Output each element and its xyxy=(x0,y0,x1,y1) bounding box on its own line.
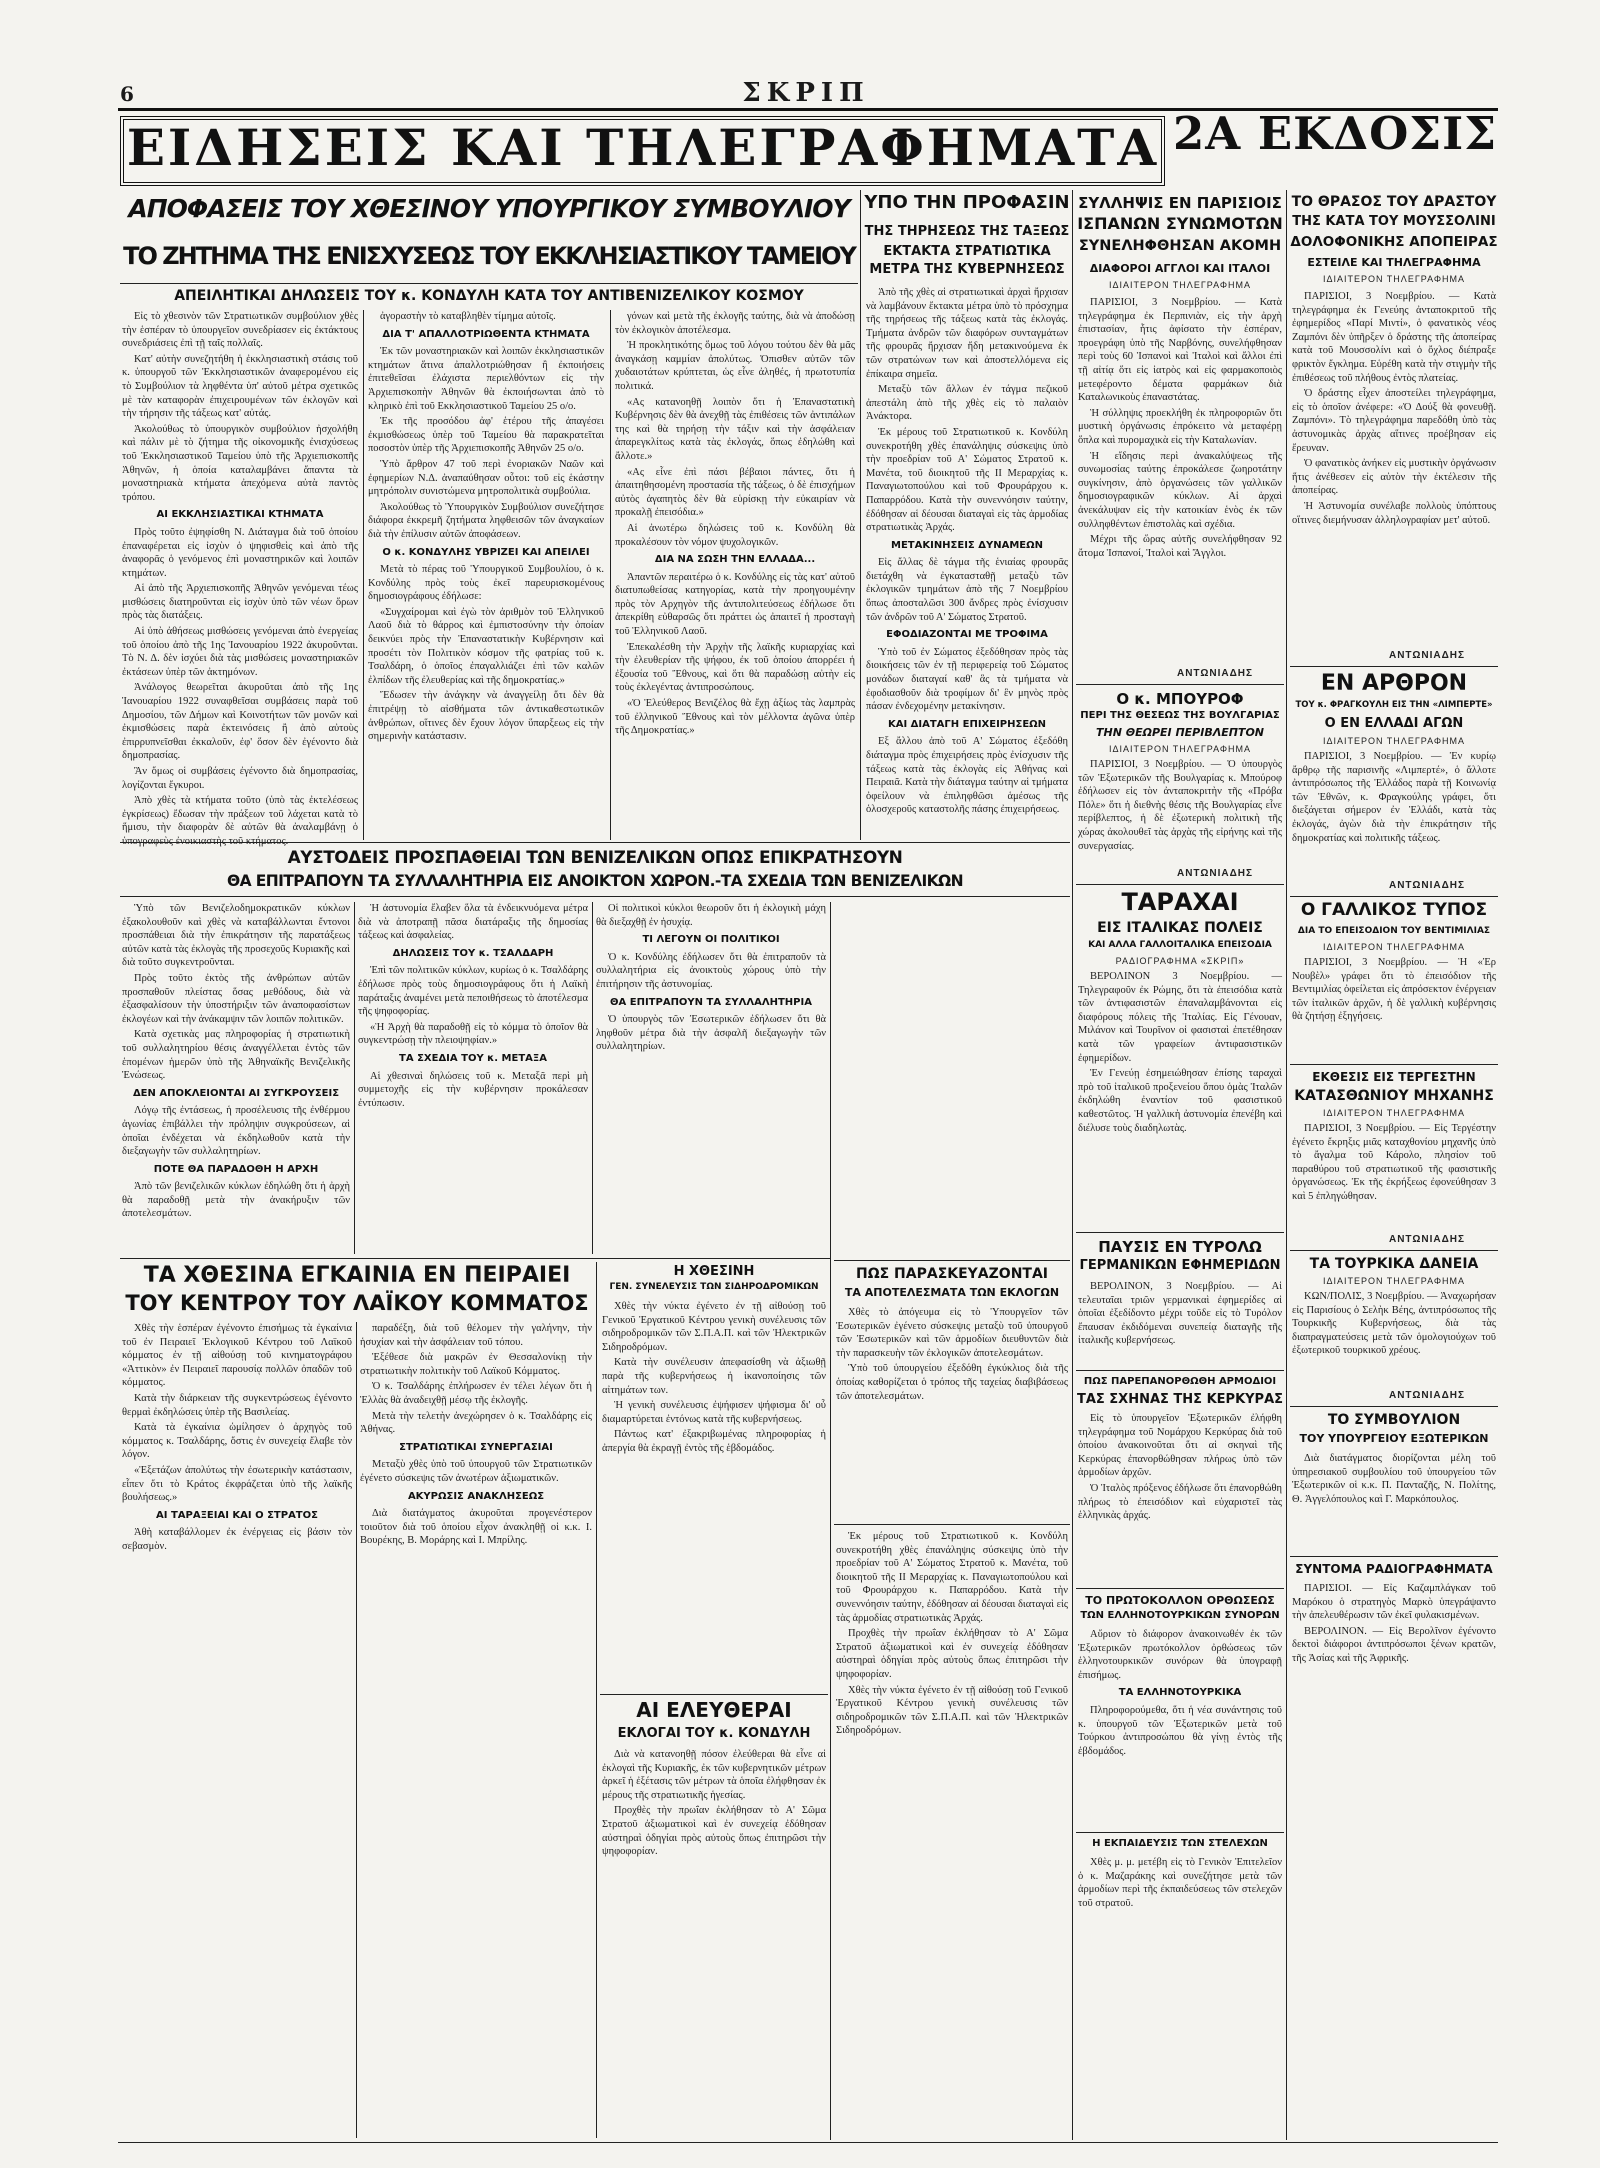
audacity-wire: ΙΔΙΑΙΤΕΡΟΝ ΤΗΛΕΓΡΑΦΗΜΑ xyxy=(1322,274,1466,284)
rule xyxy=(1290,1406,1498,1407)
free-headline-2: ΕΚΛΟΓΑΙ ΤΟΥ κ. ΚΟΝΔΥΛΗ xyxy=(617,1726,811,1741)
paragraph: Ἐξέθεσε διὰ μακρῶν ἐν Θεσσαλονίκῃ τὴν στρατιωτικὴν πολιτικὴν τοῦ Λαϊκοῦ Κόμματος. xyxy=(360,1352,592,1377)
protocol-headline-2: ΤΩΝ ΕΛΛΗΝΟΤΟΥΡΚΙΚΩΝ ΣΥΝΟΡΩΝ xyxy=(1080,1610,1280,1621)
paragraph: Ὑπὸ τοῦ ὑπουργείου ἐξεδόθη ἐγκύκλιος διὰ τῆς ὁποίας καθορίζεται ὁ τρόπος τῆς ταχείας διαβιβάσεως τῶν ἀποτελεσμάτων. xyxy=(836,1363,1068,1402)
rule xyxy=(834,1260,1070,1261)
paragraph: Μεταξὺ χθὲς ὑπὸ τοῦ ὑπουργοῦ τῶν Στρατιωτικῶν ἐγένετο σύσκεψις τῶν ἀνωτέρων ἀξιωματικῶν. xyxy=(360,1459,592,1484)
turkish-body xyxy=(1292,1290,1496,1386)
paragraph: ΠΑΡΙΣΙΟΙ. — Εἰς Καζαμπλάγκαν τοῦ Μαρόκου ὁ στρατηγὸς Μαρκὸ ὑπεγράψαντο τὴν ἀπελευθέρωσιν τῶν ἐκεῖ φυλακισμένων. xyxy=(1292,1583,1496,1622)
paragraph: Προχθὲς τὴν πρωΐαν ἐκλήθησαν τὸ Α' Σῶμα Στρατοῦ ἀξιωματικοὶ καὶ ἐν συνεχείᾳ ἐδόθησαν αὐστηραὶ ὁδηγίαι πρὸς αὐτοὺς ὅπως ἐπιτηρῶσι τὴν ψηφοφορίαν. xyxy=(602,1805,826,1858)
paragraph: Ἡ ἀστυνομία ἔλαβεν ὅλα τὰ ἐνδεικνυόμενα μέτρα διὰ νὰ ἀποτραπῇ πᾶσα διατάραξις τῆς δημοσίας τάξεως καὶ ἀσφαλείας. xyxy=(358,903,588,942)
paragraph: Πρὸς τοῦτο ἐκτὸς τῆς ἀνθρώπων αὐτῶν προσπαθοῦν πλείστας ὅσας μεθόδους, διὰ νὰ ἐξασφαλίσουν τὴν ὑποστήριξιν τῶν ἀναποφασίστων ἐκλογέων καὶ τὴν ἀνάκαμψιν τῶν λοιπῶν πολιτικῶν. xyxy=(122,972,350,1025)
railway-headline-2: ΓΕΝ. ΣΥΝΕΛΕΥΣΙΣ ΤΩΝ ΣΙΔΗΡΟΔΡΟΜΙΚΩΝ xyxy=(609,1282,819,1292)
elections-headline-2: ΤΑ ΑΠΟΤΕΛΕΣΜΑΤΑ ΤΩΝ ΕΚΛΟΓΩΝ xyxy=(844,1286,1060,1299)
paragraph: Χθὲς τὴν ἑσπέραν ἐγένοντο ἐπισήμως τὰ ἐγκαίνια τοῦ ἐν Πειραιεῖ Ἐκλογικοῦ Κέντρου τοῦ Λαϊκοῦ κόμματος ἐν τῇ αἰθούσῃ τοῦ κινηματογράφου «Ἀττικὸν» ἐν Πειραιεῖ παρουσίᾳ πολλῶν ὀπαδῶν τοῦ κόμματος. xyxy=(122,1323,352,1389)
venizelist-column-3 xyxy=(596,902,826,1254)
paragraph: Ἀπὸ τῆς χθὲς αἱ στρατιωτικαὶ ἀρχαὶ ἤρχισαν νὰ λαμβάνουν ἔκτακτα μέτρα ὑπὸ τὸ πρόσχημα τῆς τηρήσεως τῆς τάξεως κατὰ τὰς ἐκλογάς. Τμήματα ἀνδρῶν τῶν διαφόρων συνταγμάτων τῆς φρουρᾶς ἤρχισαν ἤδη μετακινούμενα ἐκ τῶν στρατώνων των καὶ ἀποστελλόμενα εἰς ἐπίκαιρα σημεῖα. xyxy=(866,287,1068,380)
piraeus-column-2 xyxy=(360,1322,592,2138)
subheading: ΘΑ ΕΠΙΤΡΑΠΟΥΝ ΤΑ ΣΥΛΛΑΛΗΤΗΡΙΑ xyxy=(610,996,812,1008)
paragraph: Ἀκολούθως τὸ Ὑπουργικὸν Συμβούλιον συνεζήτησε διάφορα ἐκκρεμῆ ζητήματα ληφθεισῶν τῶν ἀναγκαίων διὰ τὴν ἐπίλυσιν αὐτῶν ἀποφάσεων. xyxy=(368,501,604,540)
paragraph: Ὑπὸ ἄρθρον 47 τοῦ περὶ ἐνοριακῶν Ναῶν καὶ ἐφημερίων Ν.Δ. ἀναπαύθησαν οὗτοι: τοῦ εἰς ἑκάστην μητρόπολιν συνιστώμενα μητροπολιτικὰ συμβούλια. xyxy=(368,458,604,498)
venizelist-column-1 xyxy=(122,902,350,1254)
paragraph: Χθὲς τὴν νύκτα ἐγένετο ἐν τῇ αἰθούσῃ τοῦ Γενικοῦ Ἐργατικοῦ Κέντρου γενικὴ συνέλευσις τῶν σιδηροδρομικῶν τῶν Σ.Π.Α.Π. καὶ τῶν Ἠλεκτρικῶν Σιδηροδρόμων. xyxy=(836,1684,1068,1737)
rule xyxy=(1076,1832,1284,1833)
subheading: ΤΑ ΕΛΛΗΝΟΤΟΥΡΚΙΚΑ xyxy=(1118,1687,1242,1699)
advisor-headline-1: ΤΟ ΣΥΜΒΟΥΛΙΟΝ xyxy=(1327,1412,1461,1428)
subheading: ΤΙ ΛΕΓΟΥΝ ΟΙ ΠΟΛΙΤΙΚΟΙ xyxy=(642,934,780,946)
railway-body xyxy=(602,1300,826,1688)
paragraph: Ἡ προκλητικότης ὅμως τοῦ λόγου τούτου δὲν θὰ μᾶς ἀναγκάσῃ καμμίαν ἀπολύτως. Ὀπισθεν αὐτῶν τῶν χυδαιοτάτων κρύπτεται, ὡς εἶνε ἀληθές, ἡ πρωτοτυπία πολιτικά. xyxy=(615,340,855,392)
rule xyxy=(834,1524,1070,1525)
italy-headline-3: ΚΑΙ ΑΛΛΑ ΓΑΛΛΟΙΤΑΛΙΚΑ ΕΠΕΙΣΟΔΙΑ xyxy=(1088,940,1272,950)
paragraph: Διὰ διατάγματος ἀκυροῦται προγενέστερον τοιοῦτον διὰ τοῦ ὁποίου εἶχον ἀνακληθῇ οἱ κ.κ. Ι. Βουρέκης, Β. Μοράρης καὶ Ι. Μπρίλης. xyxy=(360,1508,592,1547)
pretext-body xyxy=(866,286,1068,840)
divider xyxy=(356,1322,357,2138)
paragraph: Ἀπαντῶν περαιτέρω ὁ κ. Κονδύλης εἰς τὰς κατ' αὐτοῦ διατυπωθείσας κατηγορίας, κατὰ τὴν προηγουμένην πρὸς τὸν Αρχηγὸν τῆς ἀντιπολιτεύσεως ἐδήλωσε ὅτι ἀπεκρίθη εὐθαρσῶς ὅτι πράττει ὡς ἀπαιτεῖ ἡ προσταγὴ τοῦ Ἑλληνικοῦ Λαοῦ. xyxy=(615,571,855,638)
paragraph: Ἂν ὅμως οἱ συμβάσεις ἐγένοντο διὰ δημοπρασίας, λογίζονται ἔγκυροι. xyxy=(122,766,358,791)
paragraph: Ἔδωσεν τὴν ἀνάγκην νὰ ἀναγγείλῃ ὅτι δὲν θὰ ἐπιτρέψῃ τὸ αἰσθήματα τῶν ἀντικαθεστωτικῶν ἀνθρώπων, οἵτινες δὲν ἔχουν λόγον ὕπαρξεως εἰς τὴν σημερινὴν κατάστασιν. xyxy=(368,690,604,743)
paragraph: Ἀπὸ χθὲς τὰ κτήματα τοῦτο (ὑπὸ τὰς ἐκτελέσεως ἐγκρίσεως) ἔδωσαν τὴν πράξεων τοῦ λάχεται κατὰ τὸ ἥμισυ, τὴν διαφορὰν δὲ αὐτῶν θὰ ἀναλαμβάνῃ ὁ xyxy=(122,795,358,834)
rule xyxy=(1290,1064,1498,1065)
radiograms-body xyxy=(1292,1582,1496,2138)
bulgaria-headline-1: Ο κ. ΜΠΟΥΡΟΦ xyxy=(1116,690,1244,708)
paragraph: Κατ' αὐτὴν συνεζητήθη ἡ ἐκκλησιαστικὴ στάσις τοῦ κ. ὑπουργοῦ τῶν Ἐκκλησιαστικῶν ἀναφερομένου εἰς τὸ Συμβούλιον τὰ ληφθέντα ὑπ' αὐτοῦ μέτρα σχετικῶς μὲ τὰν καταφορὰν ἐπιχειρουμένων τῶν ἐκλογῶν καὶ τὴν τήρησιν τῆς τάξεως κατ' αὐτάς. xyxy=(122,353,358,420)
rule xyxy=(120,896,1070,897)
germany-headline-1: ΠΑΥΣΙΣ ΕΝ ΤΥΡΟΛΩ xyxy=(1098,1238,1262,1256)
paragraph: Ἐκ τῆς προσόδου ἀφ' ἑτέρου τῆς ἀπαγέσει ἐκμισθώσεως ὑπὲρ τοῦ Ταμείου θὰ παρακρατεῖται ποσοστὸν ὑπὲρ τῆς Ἀρχιεπισκοπῆς Ἀθηνῶν 25 ο/ο. xyxy=(368,416,604,455)
paris-headline-2: ΙΣΠΑΝΩΝ ΣΥΝΩΜΟΤΩΝ xyxy=(1077,214,1283,233)
subheading: ΕΦΟΔΙΑΖΟΝΤΑΙ ΜΕ ΤΡΟΦΙΜΑ xyxy=(886,629,1048,641)
paris-signature: ΑΝΤΩΝΙΑΔΗΣ xyxy=(1176,668,1254,679)
paragraph: Ὁ Ἰταλὸς πρόξενος ἐδήλωσε ὅτι ἐπανορθώθη πλήρως τὸ ἐπεισόδιον καὶ εὐχαριστεῖ τὰς ἑλληνικὰς ἀρχάς. xyxy=(1078,1482,1282,1522)
paragraph: Κατὰ τὴν συνέλευσιν ἀπεφασίσθη νὰ ἀξιωθῇ παρὰ τῆς κυβερνήσεως ἡ ἱκανοποίησις τῶν αἰτημάτων των. xyxy=(602,1357,826,1396)
kerkyra-headline-2: ΤΑΣ ΣΧΗΝΑΣ ΤΗΣ ΚΕΡΚΥΡΑΣ xyxy=(1076,1392,1284,1407)
paragraph: Εἰς τὸ ὑπουργεῖον Ἐξωτερικῶν ἐλήφθη τηλεγράφημα τοῦ Νομάρχου Κερκύρας διὰ τοῦ ὁποίου ἀνακοινοῦται ὅτι αἱ σκηναὶ τῆς Κερκύρας ἐπανορθώθησαν πλήρως ὑπὸ τῶν ἁρμοδίων ἀρχῶν. xyxy=(1078,1413,1282,1479)
paragraph: «Ἐξετάζων ἀπολύτως τὴν ἐσωτερικὴν κατάστασιν, εἶπεν ὅτι τὸ Κράτος ἐκφράζεται ὑπὸ τῆς λαϊκῆς βουλήσεως.» xyxy=(122,1464,352,1504)
article-signature: ΑΝΤΩΝΙΑΔΗΣ xyxy=(1388,880,1466,891)
paris-wire: ΙΔΙΑΙΤΕΡΟΝ ΤΗΛΕΓΡΑΦΗΜΑ xyxy=(1108,280,1252,290)
paris-headline-1: ΣΥΛΛΗΨΙΣ ΕΝ ΠΑΡΙΣΙΟΙΣ xyxy=(1078,194,1282,212)
exhibition-wire: ΙΔΙΑΙΤΕΡΟΝ ΤΗΛΕΓΡΑΦΗΜΑ xyxy=(1322,1108,1466,1118)
paragraph: ΒΕΡΟΛΙΝΟΝ 3 Νοεμβρίου. — Τηλεγραφοῦν ἐκ Ρώμης, ὅτι τὰ ἐπεισόδια κατὰ τῶν ἀντιφασιστῶν ἐπαναλαμβάνονται εἰς διαφόρους πόλεις τῆς Ἰταλίας. Εἰς Γένουαν, Μιλάνον καὶ Τουρῖνον οἱ φασισταὶ ἐπετέθησαν κατὰ τῶν γραφείων ἀντιφασιστικῶν ἐφημερίδων. xyxy=(1078,971,1282,1064)
subheading: ΤΑ ΣΧΕΔΙΑ ΤΟΥ κ. ΜΕΤΑΞΑ xyxy=(399,1052,547,1064)
bulgaria-signature: ΑΝΤΩΝΙΑΔΗΣ xyxy=(1176,868,1254,879)
news-banner: ΕΙΔΗΣΕΙΣ ΚΑΙ ΤΗΛΕΓΡΑΦΗΜΑΤΑ xyxy=(126,118,1160,177)
rule xyxy=(120,1258,830,1259)
subheading: ΑΚΥΡΩΣΙΣ ΑΝΑΚΛΗΣΕΩΣ xyxy=(407,1490,545,1502)
turkish-signature: ΑΝΤΩΝΙΑΔΗΣ xyxy=(1388,1390,1466,1401)
paragraph: Κατὰ τὴν διάρκειαν τῆς συγκεντρώσεως ἐγένοντο θερμαὶ ἐκδηλώσεις ὑπὲρ τῆς Βασιλείας. xyxy=(122,1392,352,1418)
protocol-headline-1: ΤΟ ΠΡΩΤΟΚΟΛΛΟΝ ΟΡΘΩΣΕΩΣ xyxy=(1085,1594,1275,1607)
paragraph: ΒΕΡΟΛΙΝΟΝ. — Εἰς Βερολῖνον ἐγένοντο δεκτοὶ διάφοροι ἀντιπρόσωποι ξένων κρατῶν, τῆς Ἀσίας καὶ τῆς Ἀφρικῆς. xyxy=(1292,1625,1496,1664)
paragraph: Μετὰ τὴν τελετὴν ἀνεχώρησεν ὁ κ. Τσαλδάρης εἰς Ἀθήνας. xyxy=(360,1410,592,1436)
rule xyxy=(1290,666,1498,667)
paragraph: ΒΕΡΟΛΙΝΟΝ, 3 Νοεμβρίου. — Αἱ τελευταῖαι τριῶν γερμανικαὶ ἐφημερίδες αἱ ὁποῖαι ἐξεδίδοντο μέχρι τοῦδε εἰς τὸ Τυρόλον ἔπαυσαν ἐκδιδόμεναι συνεπείᾳ διαταγῆς τῆς ἰταλικῆς κυβερνήσεως. xyxy=(1078,1281,1282,1347)
french-wire: ΙΔΙΑΙΤΕΡΟΝ ΤΗΛΕΓΡΑΦΗΜΑ xyxy=(1322,942,1466,952)
page-number: 6 xyxy=(120,82,134,106)
paragraph: Ὑπὸ τῶν Βενιζελοδημοκρατικῶν κύκλων ἐξακολουθοῦν καὶ χθὲς νὰ καταβάλλωνται ἔντονοι προσπάθειαι διὰ τὴν ἐπικράτησιν τῆς παρατάξεως αὐτῶν κατὰ τὰς ἐκλογὰς τῆς προσεχοῦς Κυριακῆς καὶ διὰ τοῦτο συγκεντροῦνται. xyxy=(122,903,350,969)
pretext-headline-1: ΥΠΟ ΤΗΝ ΠΡΟΦΑΣΙΝ xyxy=(864,192,1070,213)
paragraph: Ὁ κ. Κονδύλης ἐδήλωσεν ὅτι θὰ ἐπιτραποῦν τὰ συλλαλητήρια εἰς ἀνοικτοὺς χώρους ὑπὸ τὴν ἐπιτήρησιν τῆς ἀστυνομίας. xyxy=(596,951,826,990)
paragraph: ΠΑΡΙΣΙΟΙ, 3 Νοεμβρίου. — Ὁ ὑπουργὸς τῶν Ἐξωτερικῶν τῆς Βουλγαρίας κ. Μπούροφ ἐδήλωσεν εἰς τὸν ἀνταποκριτὴν τῆς «Πρόβα Πόλε» ὅτι ἡ διεθνὴς θέσις τῆς Βουλγαρίας εἶνε περίβλεπτος, ἡ δὲ ἐξωτερικὴ πολιτικὴ τῆς χώρας ἀκολουθεῖ τὰς ἀρχὰς τῆς εἰρήνης καὶ τῆς συνεργασίας. xyxy=(1078,759,1282,852)
bulgaria-headline-3: ΤΗΝ ΘΕΩΡΕΙ ΠΕΡΙΒΛΕΠΤΟΝ xyxy=(1095,726,1264,739)
subheading: ΑΙ ΕΚΚΛΗΣΙΑΣΤΙΚΑΙ ΚΤΗΜΑΤΑ xyxy=(156,509,324,521)
radiograms-headline: ΣΥΝΤΟΜΑ ΡΑΔΙΟΓΡΑΦΗΜΑΤΑ xyxy=(1295,1562,1493,1576)
paragraph: Διὰ νὰ κατανοηθῇ πόσον ἐλεύθεραι θὰ εἶνε αἱ ἐκλογαὶ τῆς Κυριακῆς, ἐκ τῶν κυβερνητικῶν μέτρων ἀρκεῖ ἡ ἐξέτασις τῶν μέτρων τὰ ὁποῖα ἐλήφθησαν ἐκ μέρους τῆς στρατιωτικῆς ἡγεσίας. xyxy=(602,1749,826,1801)
free-body xyxy=(602,1748,826,2138)
paragraph: «Ἡ Ἀρχὴ θὰ παραδοθῇ εἰς τὸ κόμμα τὸ ὁποῖον θὰ συγκεντρώσῃ τὴν πλειοψηφίαν.» xyxy=(358,1021,588,1047)
kerkyra-headline-1: ΠΩΣ ΠΑΡΕΠΑΝΟΡΘΩΘΗ ΑΡΜΟΔΙΟΙ xyxy=(1083,1376,1277,1387)
subheading: ΣΤΡΑΤΙΩΤΙΚΑΙ ΣΥΝΕΡΓΑΣΙΑΙ xyxy=(399,1441,553,1453)
paragraph: Εἰς τὸ χθεσινὸν τῶν Στρατιωτικῶν συμβούλιον χθὲς τὴν ἑσπέραν τὸ ὑπουργεῖον συνεδρίασεν εἰς ἐκτάκτους συνεδριάσεις ἐπὶ τῇ ταῖς πολλαῖς. xyxy=(122,311,358,350)
advisor-body xyxy=(1292,1452,1496,1552)
kerkyra-body xyxy=(1078,1412,1282,1584)
paragraph: ΚΩΝ/ΠΟΛΙΣ, 3 Νοεμβρίου. — Ἀναχωρήσαν εἰς Παρισίους ὁ Σελὴκ Βέης, ἀντιπρόσωπος τῆς Τουρκικῆς Κυβερνήσεως, διὰ τὰς διαπραγματεύσεις μετὰ τῶν ὁμολογιούχων τοῦ ἐξωτερικοῦ τουρκικοῦ χρέους. xyxy=(1292,1291,1496,1357)
bulgaria-wire: ΙΔΙΑΙΤΕΡΟΝ ΤΗΛΕΓΡΑΦΗΜΑ xyxy=(1108,744,1252,754)
elections-body xyxy=(836,1306,1068,1520)
exhibition-headline-2: ΚΑΤΑΣΘΩΝΙΟΥ ΜΗΧΑΝΗΣ xyxy=(1294,1088,1494,1104)
divider xyxy=(592,902,593,1254)
free-headline-1: ΑΙ ΕΛΕΥΘΕΡΑΙ xyxy=(636,1698,792,1722)
rule xyxy=(120,283,858,284)
elections-headline-1: ΠΩΣ ΠΑΡΑΣΚΕΥΑΖΟΝΤΑΙ xyxy=(855,1266,1048,1282)
rule xyxy=(1076,1588,1284,1589)
paragraph: «Ας εἶνε ἐπὶ πάσι βέβαιοι πάντες, ὅτι ἡ ἀπαιτηθησομένη προστασία τῆς τάξεως, ὁ δὲ ἐπισχήμων αὐτὸς ἀγαπητὸς δὲν θὰ εὑρίσκῃ τὴν εὐκαιρίαν νὰ προκαλῇ ἐπεισόδια.» xyxy=(615,466,855,519)
divider xyxy=(354,902,355,1254)
paragraph: Εἰς ἄλλας δὲ τάγμα τῆς ἑνιαίας φρουρᾶς διετάχθη νὰ ἐγκατασταθῇ μεταξὺ τῶν ἐκλογικῶν τμημάτων ἀπὸ τῆς 7 Νοεμβρίου ὅπως ἀποσταλῶσι 300 ἄνδρες πρὸς ἐνίσχυσιν τῶν ἀνδρῶν τοῦ Α' Σώματος Στρατοῦ. xyxy=(866,557,1068,623)
paragraph: Αἱ ἀπὸ τῆς Ἀρχιεπισκοπῆς Ἀθηνῶν γενόμεναι τέως μισθώσεις διατηροῦνται εἰς ἰσχὺν ὑπὸ τῶν νέων ὅρων πρὸς τὰς διατάξεις. xyxy=(122,583,358,622)
paragraph: Χθὲς τὴν νύκτα ἐγένετο ἐν τῇ αἰθούσῃ τοῦ Γενικοῦ Ἐργατικοῦ Κέντρου γενικὴ συνέλευσις τῶν σιδηροδρομικῶν τῶν Σ.Π.Α.Π. καὶ τῶν Ἠλεκτρικῶν Σιδηροδρόμων. xyxy=(602,1301,826,1353)
rule xyxy=(1076,684,1284,685)
audacity-signature: ΑΝΤΩΝΙΑΔΗΣ xyxy=(1388,650,1466,661)
paragraph: Μέχρι τῆς ὥρας αὐτῆς συνελήφθησαν 92 ἄτομα Ἱσπανοί, Ἰταλοὶ καὶ Ἄγγλοι. xyxy=(1078,534,1282,559)
cabinet-headline-1: ΑΠΟΦΑΣΕΙΣ ΤΟΥ ΧΘΕΣΙΝΟΥ ΥΠΟΥΡΓΙΚΟΥ ΣΥΜΒΟΥΛΙΟΥ xyxy=(128,194,850,223)
paragraph: Ὁ δράστης εἶχεν ἀποστείλει τηλεγράφημα, εἰς τὸ ὁποῖον ἀνέφερε: «Ὁ Δούξ θὰ φονευθῇ. Ζαμπόνι». Τὸ τηλεγράφημα παρεδόθη ὑπὸ τὰς ἀστυνομικὰς ἀρχὰς αἵτινες προέβησαν εἰς ἔρευναν. xyxy=(1292,388,1496,454)
subheading: Ο κ. ΚΟΝΔΥΛΗΣ ΥΒΡΙΖΕΙ ΚΑΙ ΑΠΕΙΛΕΙ xyxy=(382,546,590,558)
pretext-headline-2: ΤΗΣ ΤΗΡΗΣΕΩΣ ΤΗΣ ΤΑΞΕΩΣ xyxy=(864,224,1070,239)
rule xyxy=(1076,884,1284,885)
subheading: ΜΕΤΑΚΙΝΗΣΕΙΣ ΔΥΝΑΜΕΩΝ xyxy=(891,539,1043,551)
turkish-headline: ΤΑ ΤΟΥΡΚΙΚΑ ΔΑΝΕΙΑ xyxy=(1309,1256,1479,1272)
paragraph: Ὁ κ. Τσαλδάρης ἐπλήρωσεν ἐν τέλει λέγων ὅτι ἡ Ἑλλὰς θὰ ἀναδειχθῇ μέσῳ τῆς ἐκλογῆς. xyxy=(360,1381,592,1406)
paragraph: Πάντως κατ' ἐξακριβωμένας πληροφορίας ἡ ἀπεργία θὰ ἐκραγῇ ἐντὸς τῆς ἑβδομάδος. xyxy=(602,1429,826,1454)
paragraph: Ἀθὴ καταβάλλομεν ἐκ ἐνέργειας εἰς βάσιν τὸν σεβασμὸν. xyxy=(122,1527,352,1552)
edition-banner: 2Α ΕΚΔΟΣΙΣ xyxy=(1172,107,1498,160)
article-body xyxy=(1292,750,1496,878)
paragraph: παραδέξη, διὰ τοῦ θέλομεν τὴν γαλήνην, τὴν ἡσυχίαν καὶ τὴν ἀσφάλειαν τοῦ τόπου. xyxy=(360,1323,592,1348)
paragraph: ΠΑΡΙΣΙΟΙ, 3 Νοεμβρίου. — Κατὰ τηλεγράφημα ἐκ Περπινιὰν, εἰς τὴν ἀρχὴ ἐπιστασίαν, ἧτις ἀφίσατο τὴν ἑσπέραν, προεγράφη ὑπὸ τῆς Ναρβόνης, συνελήφθησαν περὶ τοὺς 60 Ἱσπανοὶ καὶ Ἰταλοὶ καὶ ἄλλοι ἐπὶ τῇ αἰτίᾳ ὅτι εἰς ἰατρὸς καὶ εἰς φαρμακοποιὸς μετεφέροντο δέματα φαρμάκων διὰ Καταλωνικοὺς ἐπαναστάτας. xyxy=(1078,297,1282,404)
paragraph: Χθὲς τὸ ἀπόγευμα εἰς τὸ Ὑπουργεῖον τῶν Ἐσωτερικῶν ἐγένετο σύσκεψις μεταξὺ τοῦ ὑπουργοῦ τῶν Ἐσωτερικῶν καὶ τῶν ἁρμοδίων διευθυντῶν διὰ τὴν παρασκευὴν τῶν ἐκλογικῶν ἀποτελεσμάτων. xyxy=(836,1307,1068,1359)
paragraph: Μετὰ τὸ πέρας τοῦ Ὑπουργικοῦ Συμβουλίου, ὁ κ. Κονδύλης πρὸς τοὺς ἐκεῖ παρευρισκομένους δημοσιογράφους ἐδήλωσε: xyxy=(368,564,604,603)
italy-headline-1: ΤΑΡΑΧΑΙ xyxy=(1121,888,1239,916)
cabinet-headline-2: ΤΟ ΖΗΤΗΜΑ ΤΗΣ ΕΝΙΣΧΥΣΕΩΣ ΤΟΥ ΕΚΚΛΗΣΙΑΣΤΙΚΟΥ ΤΑΜΕΙΟΥ xyxy=(123,242,855,270)
italy-wire: ΡΑΔΙΟΓΡΑΦΗΜΑ «ΣΚΡΙΠ» xyxy=(1115,956,1245,966)
paragraph: Προχθὲς τὴν πρωΐαν ἐκλήθησαν τὸ Α' Σῶμα Στρατοῦ ἀξιωματικοὶ καὶ ἐν συνεχείᾳ ἐδόθησαν αὐστηραὶ ὁδηγίαι πρὸς αὐτοὺς ὅπως ἐπιτηρῶσι τὴν ψηφοφορίαν. xyxy=(836,1628,1068,1680)
paragraph: Κατὰ σχετικὰς μας πληροφορίας ἡ στρατιωτικὴ τοῦ συλλαλητηρίου θέσις ἀναγγέλλεται ἐντὸς τῶν ἑπομένων ἡμερῶν ὑπὸ τῆς Ἀθηναϊκῆς Βενιζελικῆς Ἐνώσεως. xyxy=(122,1029,350,1082)
piraeus-headline-1: ΤΑ ΧΘΕΣΙΝΑ ΕΓΚΑΙΝΙΑ ΕΝ ΠΕΙΡΑΙΕΙ xyxy=(143,1263,571,1288)
venizelist-column-2 xyxy=(358,902,588,1254)
french-headline-2: ΔΙΑ ΤΟ ΕΠΕΙΣΟΔΙΟΝ ΤΟΥ ΒΕΝΤΙΜΙΛΙΑΣ xyxy=(1297,926,1491,936)
piraeus-headline-2: ΤΟΥ ΚΕΝΤΡΟΥ ΤΟΥ ΛΑΪΚΟΥ ΚΟΜΜΑΤΟΣ xyxy=(125,1291,589,1315)
paragraph: Ἡ σύλληψις προεκλήθη ἐκ πληροφοριῶν ὅτι μυστικὴ ὀργάνωσις ἐπρόκειτο νὰ μεταφέρῃ ὅπλα καὶ πυρομαχικὰ εἰς τὴν Καταλωνίαν. xyxy=(1078,407,1282,446)
paragraph: ΠΑΡΙΣΙΟΙ, 3 Νοεμβρίου. — Ἐν κυρίῳ ἄρθρῳ τῆς παρισινῆς «Λιμπερτέ», ὁ ἄλλοτε ἀντιπρόσωπος τῆς Ἑλλάδος παρὰ τῇ Κοινωνίᾳ τῶν Ἐθνῶν, κ. Φραγκούλης γράφει, ὅτι διεξάγεται σήμερον ἐν Ἑλλάδι, κατὰ τὰς ἐκλογάς, ἀγὼν διὰ τὴν ἐπικράτησιν τῆς δημοκρατίας καὶ πολιτικῆς τάξεως. xyxy=(1292,751,1496,844)
venizelist-headline-1: ΑΥΣΤΟΔΕΙΣ ΠΡΟΣΠΑΘΕΙΑΙ ΤΩΝ ΒΕΝΙΖΕΛΙΚΩΝ ΟΠΩΣ ΕΠΙΚΡΑΤΗΣΟΥΝ xyxy=(287,848,903,868)
pretext-headline-4: ΜΕΤΡΑ ΤΗΣ ΚΥΒΕΡΝΗΣΕΩΣ xyxy=(869,262,1065,277)
paragraph: γόνων καὶ μετὰ τῆς ἐκλογῆς ταύτης, διὰ νὰ ἀποδώσῃ τὸν ἐκλογικὸν ἀποτέλεσμα. xyxy=(615,311,855,336)
audacity-headline-3: ΔΟΛΟΦΟΝΙΚΗΣ ΑΠΟΠΕΙΡΑΣ xyxy=(1290,234,1498,250)
paragraph: Κατὰ τὰ ἐγκαίνια ὡμίλησεν ὁ ἀρχηγὸς τοῦ κόμματος κ. Τσαλδάρης, ὅστις ἐν συνεχείᾳ ἔλαβε τὸν λόγον. xyxy=(122,1422,352,1461)
paragraph: Ἡ Ἀστυνομία συνέλαβε πολλοὺς ὑπόπτους οἵτινες διεμήνυσαν ἀλληλογραφίαν μετ' αὐτοῦ. xyxy=(1292,500,1496,526)
paragraph: Ἀκολούθως τὸ ὑπουργικὸν συμβούλιον ἠσχολήθη καὶ πάλιν μὲ τὸ ζήτημα τῆς οἰκονομικῆς ἐνισχύσεως τοῦ Ἐκκλησιαστικοῦ Ταμείου ὑπὸ τῆς Ἀρχιεπισκοπῆς Ἀθηνῶν, ἡ ὁποία καταλαμβάνει ἅπαντα τὰ μοναστηριακὰ κτήματα ἀπεχόμενα αὐτὰ παντὸς τρόπου. xyxy=(122,423,358,503)
paragraph: ΠΑΡΙΣΙΟΙ, 3 Νοεμβρίου. — Ἡ «Ἐρ Νουβὲλ» γράφει ὅτι τὸ ἐπεισόδιον τῆς Βεντιμιλίας ὀφείλεται εἰς ἀπρόσεκτον ἐνέργειαν τῶν ἰταλικῶν ἀρχῶν, ἡ δὲ γαλλικὴ κυβέρνησις θὰ ζητήσῃ ἐξηγήσεις. xyxy=(1292,957,1496,1023)
divider xyxy=(1286,190,1287,2140)
officers-body xyxy=(1078,1856,1282,2136)
article-wire: ΙΔΙΑΙΤΕΡΟΝ ΤΗΛΕΓΡΑΦΗΜΑ xyxy=(1322,736,1466,746)
paragraph: Χθὲς μ. μ. μετέβη εἰς τὸ Γενικὸν Ἐπιτελεῖον ὁ κ. Μαζαράκης καὶ συνεζήτησε μετὰ τῶν ἁρμοδίων περὶ τῆς ἐκπαιδεύσεως τῶν στελεχῶν τοῦ στρατοῦ. xyxy=(1078,1857,1282,1909)
paragraph: ἀγοραστὴν τὸ καταβληθὲν τίμημα αὐτοῖς. xyxy=(380,311,556,322)
paragraph: Ἐκ μέρους τοῦ Στρατιωτικοῦ κ. Κονδύλη συνεκροτήθη χθὲς ἐπανάληψις σύσκεψις ὑπὸ τὴν προεδρίαν τοῦ Α' Σώματος Στρατοῦ κ. Μανέτα, τοῦ διοικητοῦ τῆς ΙΙ Μεραρχίας κ. Παναγιωτοπούλου καὶ τοῦ Φρουράρχου κ. Παπαρρόδου. Κατὰ τὴν συνεννόησιν ταύτην, ἐδόθησαν αἱ δέουσαι διαταγαὶ εἰς τὰς ἁρμοδίας στρατιωτικὰς Ἀρχάς. xyxy=(836,1531,1068,1624)
subheading: ΠΟΤΕ ΘΑ ΠΑΡΑΔΟΘΗ Η ΑΡΧΗ xyxy=(153,1163,319,1175)
paragraph: ΠΑΡΙΣΙΟΙ, 3 Νοεμβρίου. — Εἰς Τεργέστην ἐγένετο ἔκρηξις μιᾶς καταχθονίου μηχανῆς ὑπὸ τὸ ἄγαλμα τοῦ Κάρολο, πλησίον τοῦ παραθύρου τοῦ στρατιωτικοῦ τῆς φασιστικῆς ὀργανώσεως. Ἐκ τῆς ἐκρήξεως ἐφονεύθησαν 3 καὶ 5 ἐπληγώθησαν. xyxy=(1292,1123,1496,1202)
paragraph: Ἀνάλογος θεωρεῖται ἀκυροῦται ἀπὸ τῆς 1ης Ἰανουαρίου 1922 συναφθεῖσαι συμβάσεις παρὰ τοῦ Δημοσίου, τῶν Δήμων καὶ Κοινοτήτων τῶν μονῶν καὶ ἐκμισθώσεις παρὰ ἐκτεινόσεις ἢ ἀπὸ αὐτοὺς ἐπιρρυπνεῖσθαι ἐκκαλοῦν, ἐφ' ὅσον δὲν ἐγένοντο διὰ δημοπρασίας. xyxy=(122,682,358,762)
article-headline-3: Ο ΕΝ ΕΛΛΑΔΙ ΑΓΩΝ xyxy=(1324,716,1464,731)
paragraph: Αἱ χθεσιναὶ δηλώσεις τοῦ κ. Μεταξᾶ περὶ μὴ συμμετοχῆς εἰς τὴν κυβέρνησιν προκάλεσαν ἐντύπωσιν. xyxy=(358,1070,588,1109)
pretext-headline-3: ΕΚΤΑΚΤΑ ΣΤΡΑΤΙΩΤΙΚΑ xyxy=(883,244,1051,259)
protocol-body xyxy=(1078,1628,1282,1828)
bottom-rule xyxy=(118,2142,1498,2143)
paragraph: «Ὁ Ἐλεύθερος Βενιζέλος θὰ ἔχῃ ἀξίως τὰς λαμπρὰς τοῦ ἐλληνικοῦ Ἔθνους καὶ τὸν μέλλοντα ἀγῶνα ὑπὲρ τῆς Δημοκρατίας.» xyxy=(615,698,855,737)
paragraph: Αἱ ἀνωτέρω δηλώσεις τοῦ κ. Κονδύλη θὰ προκαλέσουν τὸν νόμον ψυχολογικῶν. xyxy=(615,522,855,548)
paragraph: Οἱ πολιτικοὶ κύκλοι θεωροῦν ὅτι ἡ ἐκλογικὴ μάχη θὰ διεξαχθῇ ἐν ἡσυχίᾳ. xyxy=(596,903,826,928)
article-headline-2: ΤΟΥ κ. ΦΡΑΓΚΟΥΛΗ ΕΙΣ ΤΗΝ «ΛΙΜΠΕΡΤΕ» xyxy=(1295,700,1493,710)
divider xyxy=(860,190,861,840)
article-headline-1: ΕΝ ΑΡΘΡΟΝ xyxy=(1320,671,1468,696)
paragraph: Ὑπὸ τοῦ ἐν Σώματος ἐξεδόθησαν πρὸς τὰς διοικήσεις τῶν ἐν τῇ περιφερείᾳ τοῦ Σώματος μονάδων διαταγαί καθ' ἃς τὰ τμήματα νὰ ἐφοδιασθοῦν διὰ τροφίμων δι' ἓν μηνὸς πρὸς πάσαν ἐνδεχομένην μετακίνησιν. xyxy=(866,646,1068,713)
rule xyxy=(1290,1556,1498,1557)
turkish-wire: ΙΔΙΑΙΤΕΡΟΝ ΤΗΛΕΓΡΑΦΗΜΑ xyxy=(1322,1276,1466,1286)
subheading: ΔΙΑ Τ' ΑΠΑΛΛΟΤΡΙΩΘΕΝΤΑ ΚΤΗΜΑΤΑ xyxy=(382,328,590,340)
italy-headline-2: ΕΙΣ ΙΤΑΛΙΚΑΣ ΠΟΛΕΙΣ xyxy=(1097,920,1263,936)
paris-body xyxy=(1078,296,1282,666)
paragraph: Ἐπεκαλέσθη τὴν Ἀρχὴν τῆς λαϊκῆς κυριαρχίας καὶ τὴν ἐλευθερίαν τῆς ψήφου, ἐκ τοῦ ὁποίου ἀπορρέει ἡ ἐξουσία τοῦ Ἔθνους, καὶ ὅτι θὰ παραδώσῃ αὐτὴν εἰς τοὺς ἐκλεγέντας ἀντιπροσώπους. xyxy=(615,641,855,694)
paragraph: Ἐπὶ τῶν πολιτικῶν κύκλων, κυρίως ὁ κ. Τσαλδάρης ἐδήλωσε πρὸς τοὺς δημοσιογράφους ὅτι ἡ Λαϊκὴ παράταξις ἀναμένει μετὰ πεποιθήσεως τὸ ἀποτέλεσμα τῆς ψηφοφορίας. xyxy=(358,965,588,1018)
divider xyxy=(610,310,611,840)
paragraph: Λόγῳ τῆς ἐντάσεως, ἡ προσέλευσις τῆς ἐνθέρμου ἀγωνίας ἐπιβάλλει τὴν πρόληψιν συγκρούσεων, αἱ ὁποῖαι ἐνδέχεται νὰ ἐκδηλωθοῦν κατὰ τὴν διεξαγωγὴν τῶν συλλαλητηρίων. xyxy=(122,1105,350,1158)
subheading: ΔΗΛΩΣΕΙΣ ΤΟΥ κ. ΤΣΑΛΔΑΡΗ xyxy=(392,947,554,959)
italy-body xyxy=(1078,970,1282,1228)
rule xyxy=(600,1694,828,1695)
subheading: ΑΙ ΤΑΡΑΞΕΙΑΙ ΚΑΙ Ο ΣΤΡΑΤΟΣ xyxy=(156,1509,318,1521)
paris-headline-3: ΣΥΝΕΛΗΦΘΗΣΑΝ ΑΚΟΜΗ xyxy=(1078,238,1282,254)
paragraph: Αἱ ὑπὸ ἀθήσεως μισθώσεις γενόμεναι ἀπὸ ἐνεργείας τοῦ ὁποίου ἀπὸ τῆς 1ης Ἰανουαρίου 1922 ἀκυροῦνται. Τὸ Ν. Δ. δὲν ἰσχύει διὰ τὰς μισθώσεις μοναστηριακῶν ἐκτάσεων ὑπὲρ τῶν ἀκτημόνων. xyxy=(122,626,358,678)
exhibition-signature: ΑΝΤΩΝΙΑΔΗΣ xyxy=(1388,1234,1466,1245)
audacity-body xyxy=(1292,290,1496,646)
divider xyxy=(1072,190,1073,2140)
cabinet-column-1 xyxy=(122,310,358,840)
french-body xyxy=(1292,956,1496,1060)
rule xyxy=(1076,1232,1284,1233)
paragraph: Ἀπὸ τῶν βενιζελικῶν κύκλων ἐδηλώθη ὅτι ἡ ἀρχὴ θὰ παραδοθῇ μετὰ τὴν ἀνακήρυξιν τῶν ἀποτελεσμάτων. xyxy=(122,1181,350,1220)
paragraph: Πληροφορούμεθα, ὅτι ἡ νέα συνάντησις τοῦ κ. ὑπουργοῦ τῶν Ἐξωτερικῶν μετὰ τοῦ Τούρκου ἀντιπροσώπου θὰ γίνῃ ἐντὸς τῆς ἑβδομάδος. xyxy=(1078,1704,1282,1757)
audacity-headline-2: ΤΗΣ ΚΑΤΑ ΤΟΥ ΜΟΥΣΣΟΛΙΝΙ xyxy=(1292,214,1496,229)
paragraph: Ἐκ τῶν μοναστηριακῶν καὶ λοιπῶν ἐκκλησιαστικῶν κτημάτων ἅτινα ἀπαλλοτριώθησαν ἢ ἐκποιήσεις ἐπιτεθεῖσαι ἐλάχιστα περιελθόντων εἰς τὴν Ἀρχιεπισκοπὴν Ἀθηνῶν θὰ ἐκποιήσωνται ἀπὸ τὸ κληρικὸ ἐπὶ τοῦ Εκκλησιαστικοῦ Ταμείου 25 ο/ο. xyxy=(368,346,604,412)
bulgaria-body xyxy=(1078,758,1282,868)
elections-continuation xyxy=(836,1530,1068,2138)
subheading: ΚΑΙ ΔΙΑΤΑΓΗ ΕΠΙΧΕΙΡΗΣΕΩΝ xyxy=(887,718,1047,730)
piraeus-column-1 xyxy=(122,1322,352,2138)
cabinet-column-3 xyxy=(615,310,855,840)
venizelist-headline-2: ΘΑ ΕΠΙΤΡΑΠΟΥΝ ΤΑ ΣΥΛΛΑΛΗΤΗΡΙΑ ΕΙΣ ΑΝΟΙΚΤΟΝ ΧΩΡΟΝ.-ΤΑ ΣΧΕΔΙΑ ΤΩΝ ΒΕΝΙΖΕΛΙΚΩΝ xyxy=(227,872,963,890)
railway-headline-1: Η ΧΘΕΣΙΝΗ xyxy=(673,1264,755,1279)
germany-headline-2: ΓΕΡΜΑΝΙΚΩΝ ΕΦΗΜΕΡΙΔΩΝ xyxy=(1079,1258,1281,1273)
paragraph: Ἐν Γενεύῃ ἐσημειώθησαν ἐπίσης ταραχαὶ πρὸ τοῦ ἰταλικοῦ προξενείου ὅπου ὁμὰς Ἰταλῶν ἐκδηλώθη ἐναντίον τοῦ φασιστικοῦ καθεστῶτος. Ἡ γαλλικὴ ἀστυνομία ἐπενέβη καὶ διέλυσε τοὺς διαδηλωτὰς. xyxy=(1078,1068,1282,1134)
rule xyxy=(1076,1370,1284,1371)
divider xyxy=(363,310,364,840)
paragraph: «Συγχαίρομαι καὶ ἐγὼ τὸν ἀριθμὸν τοῦ Ἑλληνικοῦ Λαοῦ διὰ τὸ θάρρος καὶ ἐμπιστοσύνην τὴν ὁποίαν δεικνύει πρὸς τὴν Ἐπαναστατικὴν Κυβέρνησιν καὶ προσέτι τὸν Πολιτικὸν κόσμον τῆς φατρίας τοῦ κ. Τσαλδάρη, ὁ ὁποῖος ἐπαγαλλιάζει ἐπὶ τῶν καλῶν ἐλπίδων τῆς ἐλευθερίας καὶ τῆς δημοκρατίας.» xyxy=(368,606,604,686)
paragraph: «Ας κατανοηθῇ λοιπὸν ὅτι ἡ Ἐπαναστατικὴ Κυβέρνησις δὲν θὰ ἀνεχθῇ τὰς ἐπιθέσεις τῶν ἀντιπάλων της καὶ θὰ τηρήσῃ τὴν τάξιν καὶ τὴν ἀσφάλειαν ἀπαρεγκλίτως κατὰ τὰς ἐκλογάς, ὅπως ἐδηλώθη καὶ ἄλλοτε.» xyxy=(615,396,855,462)
paragraph: Διὰ διατάγματος διορίζονται μέλη τοῦ ὑπηρεσιακοῦ συμβουλίου τοῦ ὑπουργείου τῶν Ἐξωτερικῶν οἱ κ.κ. Π. Πανταζῆς, Ν. Πολίτης, Θ. Ἀγγελόπουλος καὶ Γ. Μαρκόπουλος. xyxy=(1292,1453,1496,1505)
paris-headline-4: ΔΙΑΦΟΡΟΙ ΑΓΓΛΟΙ ΚΑΙ ΙΤΑΛΟΙ xyxy=(1089,262,1271,275)
subheading: ΔΙΑ ΝΑ ΣΩΣΗ ΤΗΝ ΕΛΛΑΔΑ... xyxy=(654,554,816,566)
rule xyxy=(120,842,1070,843)
bulgaria-headline-2: ΠΕΡΙ ΤΗΣ ΘΕΣΕΩΣ ΤΗΣ ΒΟΥΛΓΑΡΙΑΣ xyxy=(1080,710,1280,721)
audacity-headline-1: ΤΟ ΘΡΑΣΟΣ ΤΟΥ ΔΡΑΣΤΟΥ xyxy=(1291,194,1497,210)
cabinet-column-2 xyxy=(368,310,604,840)
paragraph: ΠΑΡΙΣΙΟΙ, 3 Νοεμβρίου. — Κατὰ τηλεγράφημα ἐκ Γενεύης ἀνταποκριτοῦ τῆς ἐφημερίδος «Παρί Μιντί», ὁ φανατικὸς νέος Ζαμπόνι δὲν ὑπῆρξεν ὁ δράστης τῆς ἀποπείρας κατὰ τοῦ Μουσσολίνι καὶ ὁ ὄχλος διέπραξε φρικτὸν ἔγκλημα. Εὑρέθη κατὰ τὴν στιγμὴν τῆς ἐπιθέσεως τοῦ πλήθους ἐντὸς πλατείας. xyxy=(1292,291,1496,384)
exhibition-body xyxy=(1292,1122,1496,1232)
paragraph: Μεταξὺ τῶν ἄλλων ἐν τάγμα πεζικοῦ ἀπεστάλη ἀπὸ τῆς χθὲς εἰς τὸ παλαιὸν Ἀνάκτορα. xyxy=(866,384,1068,423)
paragraph: Ἡ γενικὴ συνέλευσις ἐψήφισεν ψήφισμα δι' οὗ διαμαρτύρεται ἐντόνως κατὰ τῆς κυβερνήσεως. xyxy=(602,1400,826,1425)
french-headline-1: Ο ΓΑΛΛΙΚΟΣ ΤΥΠΟΣ xyxy=(1300,900,1488,920)
divider xyxy=(830,902,831,2140)
advisor-headline-2: ΤΟΥ ΥΠΟΥΡΓΕΙΟΥ ΕΞΩΤΕΡΙΚΩΝ xyxy=(1299,1432,1489,1445)
audacity-headline-4: ΕΣΤΕΙΛΕ ΚΑΙ ΤΗΛΕΓΡΑΦΗΜΑ xyxy=(1307,256,1481,269)
paragraph: Ὁ φανατικὸς ἀνήκεν εἰς μυστικὴν ὀργάνωσιν ἥτις ἀνέθεσεν εἰς αὐτὸν τὴν ἐκτέλεσιν τῆς ἀποπείρας. xyxy=(1292,458,1496,497)
rule xyxy=(1290,1250,1498,1251)
paragraph: Εξ ἄλλου ἀπὸ τοῦ Α' Σώματος ἐξεδόθη διάταγμα πρὸς ἐπιχειρήσεις πρὸς ἐνίσχυσιν τῆς τάξεως κατὰ τὰς ἐκλογὰς εἰς Ἀθήνας καὶ Πειραιᾶ. Κατὰ τὴν διάταγμα ταύτην αἱ τμήματα ὀφείλουν νὰ ἐπιληφθῶσι ἁμέσως τῆς ὁλοσχεροῦς καταστολῆς πάσης ἐπιχειρήσεως. xyxy=(866,736,1068,816)
subheading: ΔΕΝ ΑΠΟΚΛΕΙΟΝΤΑΙ ΑΙ ΣΥΓΚΡΟΥΣΕΙΣ xyxy=(132,1087,340,1099)
cabinet-headline-3: ΑΠΕΙΛΗΤΙΚΑΙ ΔΗΛΩΣΕΙΣ ΤΟΥ κ. ΚΟΝΔΥΛΗ ΚΑΤΑ ΤΟΥ ΑΝΤΙΒΕΝΙΖΕΛΙΚΟΥ ΚΟΣΜΟΥ xyxy=(174,288,804,304)
paragraph: Ἡ εἴδησις περὶ ἀνακαλύψεως τῆς συνωμοσίας ταύτης ἐπροκάλεσε ζωηροτάτην συγκίνησιν, ἀπὸ ὀργανώσεις τῶν γαλλικῶν δημοσιογραφικῶν κύκλων. Αἱ ἀρχαὶ ἀνεκάλυψαν εἰς τὴν κατοικίαν ἑνὸς ἐκ τῶν συλληφθέντων ἐπιστολὰς καὶ σχέδια. xyxy=(1078,450,1282,530)
paper-name: ΣΚΡΙΠ xyxy=(742,78,870,108)
paragraph: Πρὸς τοῦτο ἐψηφίσθη Ν. Διάταγμα διὰ τοῦ ὁποίου ἐπαναφέρεται εἰς ἰσχὺν ὁ ψηφισθεὶς καὶ ἀπὸ τῆς ἀναφορᾶς ὁ γενόμενος ἐπὶ μοναστηρικῶν καὶ λοιπῶν κτημάτων. xyxy=(122,526,358,579)
rule xyxy=(1290,896,1498,897)
germany-body xyxy=(1078,1280,1282,1366)
paragraph: Ὁ ὑπουργὸς τῶν Ἐσωτερικῶν ἐδήλωσεν ὅτι θὰ ληφθοῦν μέτρα διὰ τὴν ἀσφαλῆ διεξαγωγὴν τῶν συλλαλητηρίων. xyxy=(596,1014,826,1053)
exhibition-headline-1: ΕΚΘΕΣΙΣ ΕΙΣ ΤΕΡΓΕΣΤΗΝ xyxy=(1312,1070,1476,1084)
divider xyxy=(596,1262,597,2138)
officers-headline: Η ΕΚΠΑΙΔΕΥΣΙΣ ΤΩΝ ΣΤΕΛΕΧΩΝ xyxy=(1092,1838,1268,1849)
paragraph: Ἐκ μέρους τοῦ Στρατιωτικοῦ κ. Κονδύλη συνεκροτήθη χθὲς ἐπανάληψις σύσκεψις ὑπὸ τὴν προεδρίαν τοῦ Α' Σώματος Στρατοῦ κ. Μανέτα, τοῦ διοικητοῦ τῆς ΙΙ Μεραρχίας κ. Παναγιωτοπούλου καὶ τοῦ Φρουράρχου κ. Παπαρρόδου. Κατὰ τὴν συνεννόησιν ταύτην, ἐδόθησαν αἱ δέουσαι διαταγαὶ εἰς τὰς ἁρμοδίας στρατιωτικὰς Ἀρχάς. xyxy=(866,426,1068,534)
paragraph: Αὔριον τὸ διάφορον ἀνακοινωθέν ἐκ τῶν Ἐξωτερικῶν πρωτόκολλον ὀρθώσεως τῶν ἑλληνοτουρκικῶν συνόρων θὰ ὑπογραφῇ ἐπισήμως. xyxy=(1078,1629,1282,1681)
